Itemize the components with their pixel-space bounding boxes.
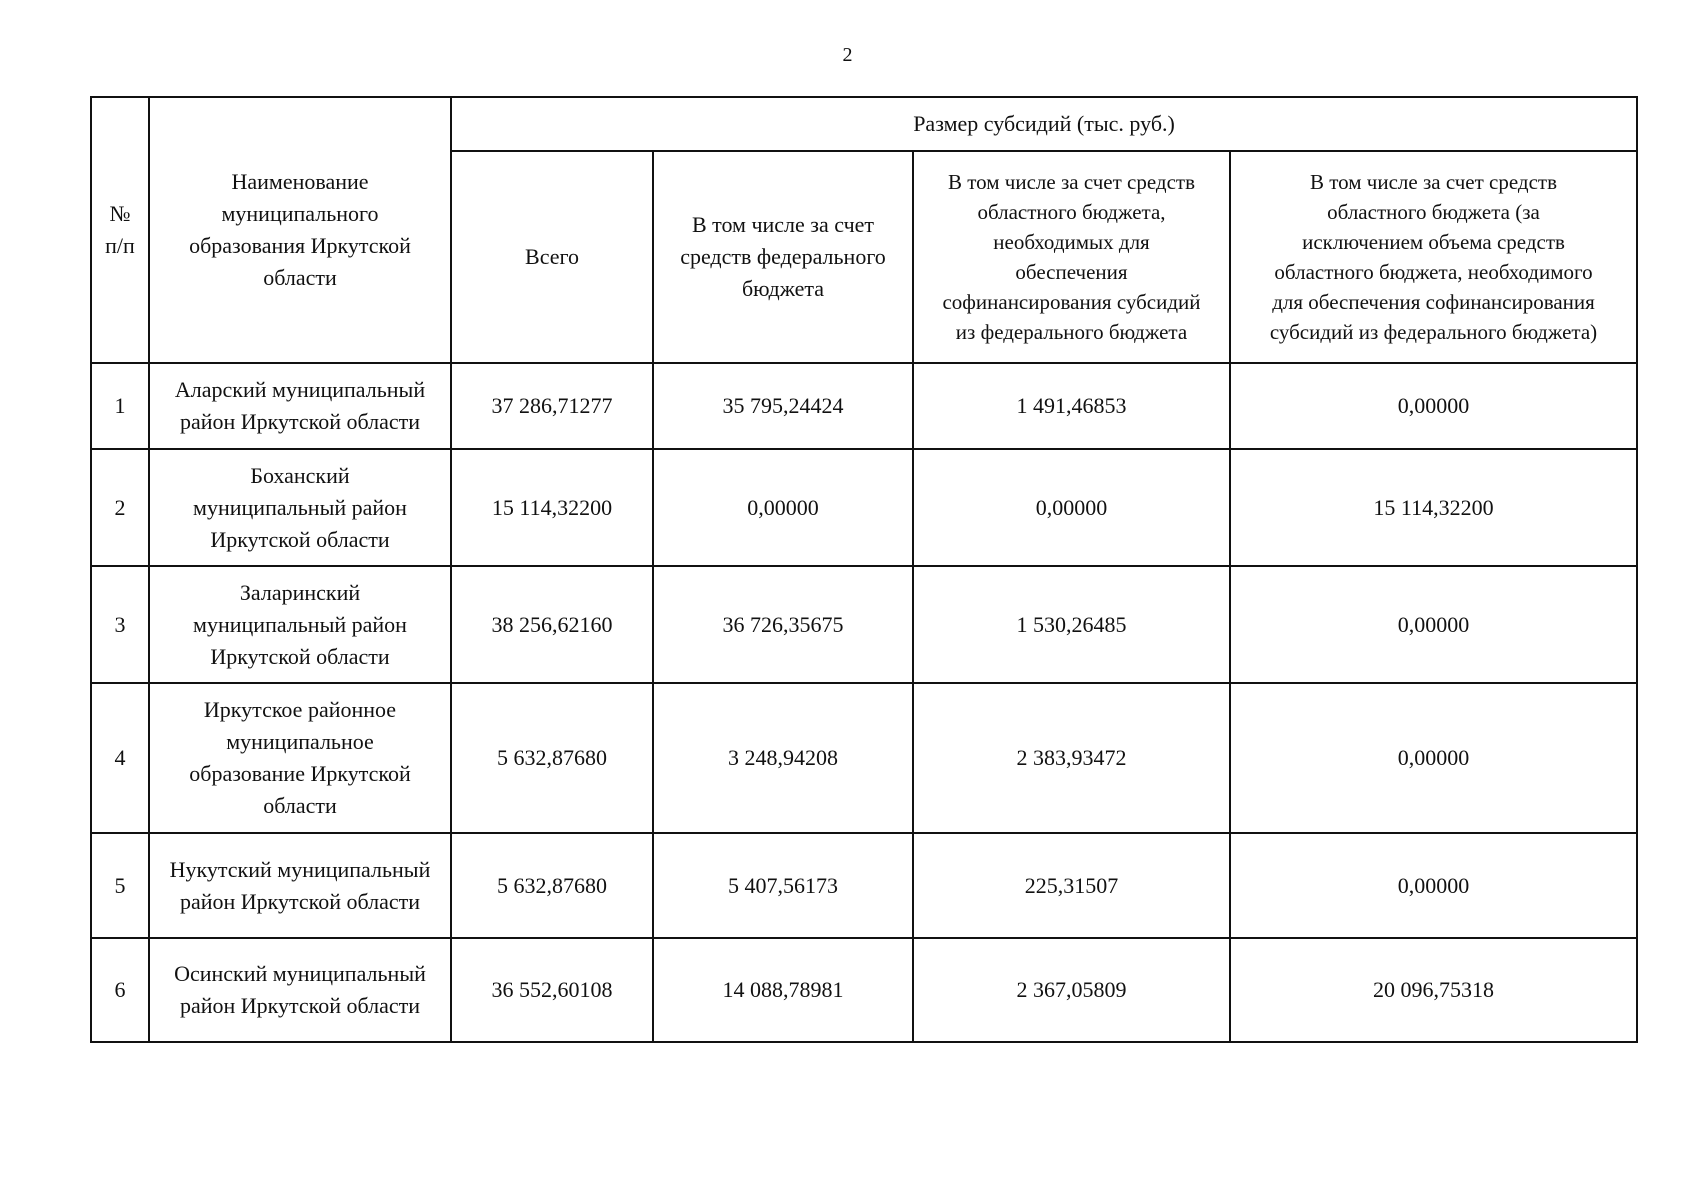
federal-value: 5 407,56173	[653, 833, 913, 938]
total-value: 5 632,87680	[451, 833, 653, 938]
total-value: 5 632,87680	[451, 683, 653, 833]
regional-excluding-value: 0,00000	[1230, 363, 1637, 449]
header-number: № п/п	[91, 97, 149, 363]
regional-cofinancing-value: 2 367,05809	[913, 938, 1230, 1042]
municipality-name: Иркутское районное муниципальное образование Иркутской области	[149, 683, 451, 833]
federal-value: 14 088,78981	[653, 938, 913, 1042]
header-total: Всего	[451, 151, 653, 363]
total-value: 36 552,60108	[451, 938, 653, 1042]
table-row	[91, 363, 1637, 449]
header-subsidy-group: Размер субсидий (тыс. руб.)	[451, 97, 1637, 151]
regional-cofinancing-value: 1 530,26485	[913, 566, 1230, 683]
total-value: 15 114,32200	[451, 449, 653, 566]
header-regional-excluding: В том числе за счет средств областного бюджета (за исключением объема средств областного бюджета, необходимого для обеспечения софинансирования субсидий из федерального бюджета)	[1230, 151, 1637, 363]
total-value: 38 256,62160	[451, 566, 653, 683]
regional-excluding-value: 0,00000	[1230, 566, 1637, 683]
federal-value: 0,00000	[653, 449, 913, 566]
federal-value: 35 795,24424	[653, 363, 913, 449]
federal-value: 3 248,94208	[653, 683, 913, 833]
regional-excluding-value: 0,00000	[1230, 833, 1637, 938]
row-number: 2	[91, 449, 149, 566]
regional-cofinancing-value: 1 491,46853	[913, 363, 1230, 449]
table-body	[91, 363, 1637, 1042]
table-row	[91, 683, 1637, 833]
total-value: 37 286,71277	[451, 363, 653, 449]
header-regional-cofinancing: В том числе за счет средств областного бюджета, необходимых для обеспечения софинансирования субсидий из федерального бюджета	[913, 151, 1230, 363]
municipality-name: Осинский муниципальный район Иркутской области	[149, 938, 451, 1042]
page-number: 2	[842, 44, 853, 66]
municipality-name: Аларский муниципальный район Иркутской области	[149, 363, 451, 449]
table-row	[91, 938, 1637, 1042]
municipality-name: Заларинский муниципальный район Иркутской области	[149, 566, 451, 683]
row-number: 4	[91, 683, 149, 833]
regional-cofinancing-value: 0,00000	[913, 449, 1230, 566]
regional-cofinancing-value: 225,31507	[913, 833, 1230, 938]
subsidy-table	[90, 96, 1638, 1043]
municipality-name: Боханский муниципальный район Иркутской области	[149, 449, 451, 566]
table-row	[91, 833, 1637, 938]
municipality-name: Нукутский муниципальный район Иркутской области	[149, 833, 451, 938]
row-number: 1	[91, 363, 149, 449]
federal-value: 36 726,35675	[653, 566, 913, 683]
regional-excluding-value: 0,00000	[1230, 683, 1637, 833]
row-number: 6	[91, 938, 149, 1042]
row-number: 5	[91, 833, 149, 938]
header-federal: В том числе за счет средств федерального бюджета	[653, 151, 913, 363]
table-row	[91, 566, 1637, 683]
row-number: 3	[91, 566, 149, 683]
regional-excluding-value: 15 114,32200	[1230, 449, 1637, 566]
regional-excluding-value: 20 096,75318	[1230, 938, 1637, 1042]
table-header	[91, 97, 1637, 363]
regional-cofinancing-value: 2 383,93472	[913, 683, 1230, 833]
header-municipality-name: Наименование муниципального образования Иркутской области	[149, 97, 451, 363]
table-row	[91, 449, 1637, 566]
